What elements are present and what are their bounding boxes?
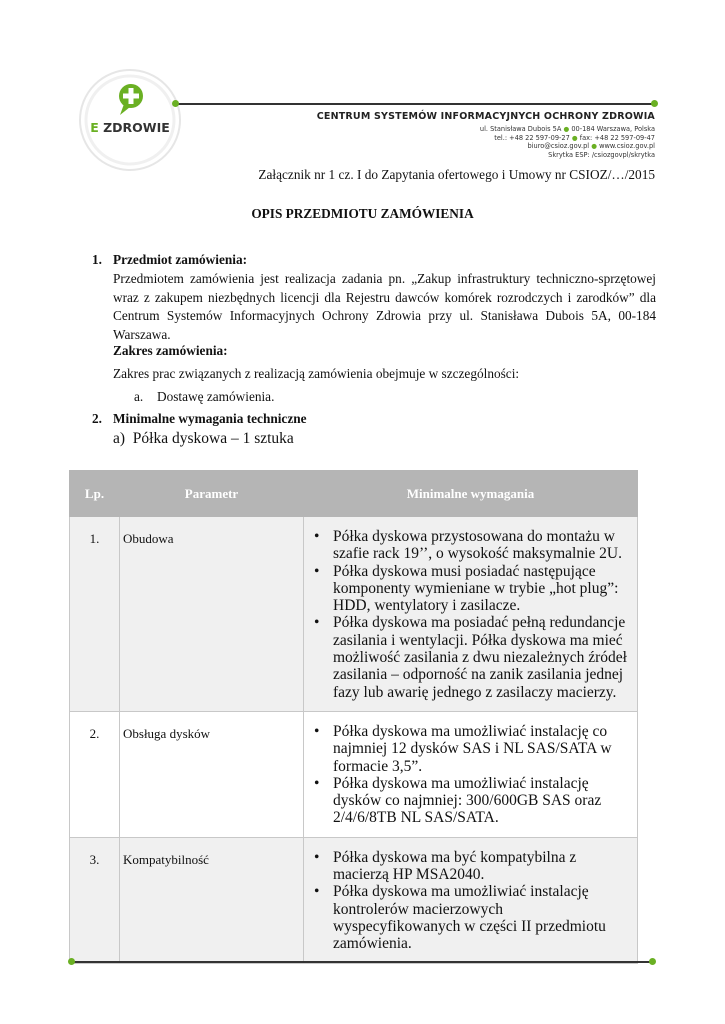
ezdrowie-logo bbox=[78, 68, 182, 172]
header-param: Parametr bbox=[120, 471, 304, 517]
contact-epuap: Skrytka ESP: /csiozgovpl/skrytka bbox=[548, 150, 655, 159]
logo-letters-rest: ZDROWIE bbox=[103, 120, 170, 135]
requirement-item: • Półka dyskowa musi posiadać następujące komponenty wymieniane w trybie „hot plug”: HDD, wentylatory i zasilacze. bbox=[309, 563, 631, 615]
section-1-text: Przedmiotem zamówienia jest realizacja zadania pn. „Zakup infrastruktury techniczno-sprzętowej wraz z zakupem niezbędnych licencji dla Rejestru dawców komórek rozrodczych i zarodków” dla Centrum Systemów Informacyjnych Ochrony Zdrowia przy ul. Stanisława Dubois 5A, 00-184 Warszawa. bbox=[113, 271, 656, 342]
row-lp: 1. bbox=[70, 517, 120, 712]
scope-item-marker: a. bbox=[134, 389, 144, 404]
scope-text: Zakres prac związanych z realizacją zamówienia obejmuje w szczególności: bbox=[113, 366, 520, 381]
organization-contact: ul. Stanisława Dubois 5A ● 00-184 Warszawa, Polska tel.: +48 22 597-09-27 ● fax: +48 22 597-09-47 biuro@csioz.gov.pl ● www.csioz.gov.pl Skrytka ESP: /csiozgovpl/skrytka bbox=[479, 125, 655, 159]
table-header-row bbox=[70, 471, 638, 517]
section-2-number: 2. bbox=[92, 411, 102, 426]
row-requirements bbox=[304, 517, 638, 712]
subsection-a-marker: a) bbox=[113, 430, 126, 447]
header-lp: Lp. bbox=[70, 471, 120, 517]
requirement-item: • Półka dyskowa ma umożliwiać instalację kontrolerów macierzowych wyspecyfikowanych w części II przedmiotu zamówienia. bbox=[309, 883, 631, 952]
subsection-a bbox=[113, 430, 294, 448]
header-divider-dot-left bbox=[172, 100, 179, 107]
row-lp: 3. bbox=[70, 837, 120, 963]
requirements-table bbox=[69, 470, 638, 964]
subsection-a-heading: Półka dyskowa – 1 sztuka bbox=[132, 430, 294, 447]
scope-item: Dostawę zamówienia. bbox=[157, 389, 275, 404]
row-param: Obudowa bbox=[120, 517, 304, 712]
footer-divider-dot-right bbox=[649, 958, 656, 965]
table-row bbox=[70, 517, 638, 712]
requirement-item: • Półka dyskowa przystosowana do montażu w szafie rack 19’’, o wysokość maksymalnie 2U. bbox=[309, 528, 631, 563]
section-2-heading: Minimalne wymagania techniczne bbox=[113, 411, 307, 426]
contact-fax: fax: +48 22 597-09-47 bbox=[579, 133, 655, 142]
header-req: Minimalne wymagania bbox=[304, 471, 638, 517]
section-1-number: 1. bbox=[92, 252, 102, 267]
contact-tel: tel.: +48 22 597-09-27 bbox=[494, 133, 570, 142]
requirement-item: • Półka dyskowa ma umożliwiać instalację dysków co najmniej: 300/600GB SAS oraz 2/4/6/8TB NL SAS/SATA. bbox=[309, 775, 631, 827]
row-requirements bbox=[304, 837, 638, 963]
table-row bbox=[70, 711, 638, 837]
logo-letter-e: E bbox=[90, 120, 99, 135]
row-param: Obsługa dysków bbox=[120, 711, 304, 837]
scope-heading: Zakres zamówienia: bbox=[113, 343, 228, 358]
annex-reference: Załącznik nr 1 cz. I do Zapytania ofertowego i Umowy nr CSIOZ/…/2015 bbox=[258, 167, 655, 182]
row-lp: 2. bbox=[70, 711, 120, 837]
section-1-heading: Przedmiot zamówienia: bbox=[113, 252, 248, 267]
contact-email[interactable]: biuro@csioz.gov.pl bbox=[527, 142, 590, 151]
footer-divider-dot-left bbox=[68, 958, 75, 965]
svg-text:E ZDROWIE bbox=[90, 120, 170, 135]
document-title: OPIS PRZEDMIOTU ZAMÓWIENIA bbox=[251, 206, 474, 221]
requirement-item: • Półka dyskowa ma umożliwiać instalację co najmniej 12 dysków SAS i NL SAS/SATA w formacie 3,5”. bbox=[309, 723, 631, 775]
row-param: Kompatybilność bbox=[120, 837, 304, 963]
contact-postcode: 00-184 Warszawa, Polska bbox=[571, 125, 655, 133]
requirement-item: • Półka dyskowa ma być kompatybilna z macierzą HP MSA2040. bbox=[309, 849, 631, 884]
header-divider bbox=[175, 103, 655, 105]
organization-name: CENTRUM SYSTEMÓW INFORMACYJNYCH OCHRONY ZDROWIA bbox=[316, 111, 655, 122]
contact-website[interactable]: www.csioz.gov.pl bbox=[599, 142, 655, 151]
contact-address: ul. Stanisława Dubois 5A bbox=[479, 125, 562, 133]
header-divider-dot-right bbox=[651, 100, 658, 107]
row-requirements bbox=[304, 711, 638, 837]
table-row bbox=[70, 837, 638, 963]
requirement-item: • Półka dyskowa ma posiadać pełną redundancje zasilania i wentylacji. Półka dyskowa ma mieć możliwość zasilania z dwu niezależnych źródeł zasilania – odporność na zanik zasilania jednej fazy lub awarię jednego z zasilaczy macierzy. bbox=[309, 614, 631, 700]
footer-divider bbox=[72, 961, 652, 963]
